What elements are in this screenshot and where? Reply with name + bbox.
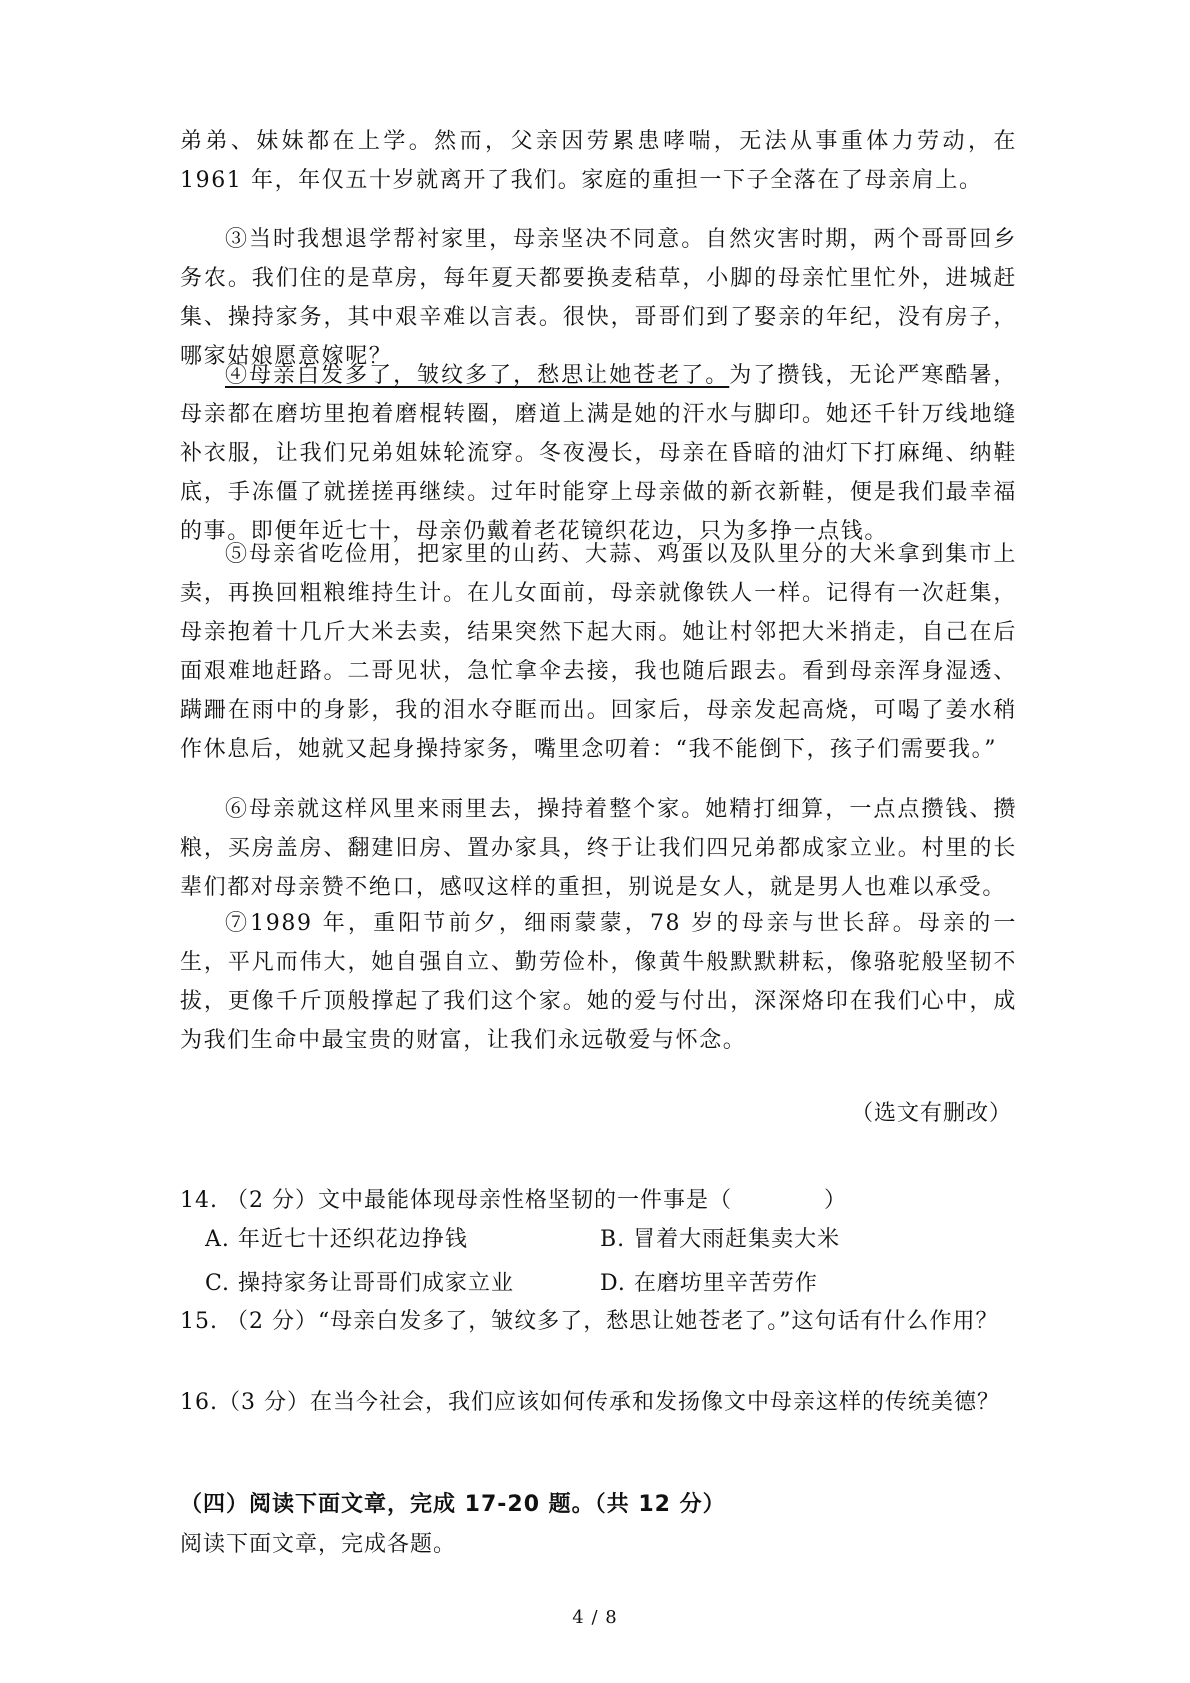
paragraph-7: ⑦1989 年，重阳节前夕，细雨蒙蒙，78 岁的母亲与世长辞。母亲的一生，平凡而伟大，她自强自立、勤劳俭朴，像黄牛般默默耕耘，像骆驼般坚韧不拔，更像千斤顶般撑起了我们这个家。她的爱与付出，深深烙印在我们心中，成为我们生命中最宝贵的财富，让我们永远敬爱与怀念。: [180, 911, 1017, 1053]
question-14-option-a: A. 年近七十还织花边挣钱: [205, 1227, 468, 1252]
question-14-option-b: B. 冒着大雨赶集卖大米: [600, 1227, 841, 1252]
question-16: 16.（3 分）在当今社会，我们应该如何传承和发扬像文中母亲这样的传统美德？: [180, 1390, 1000, 1415]
paragraph-4-rest: 为了攒钱，无论严寒酷暑，母亲都在磨坊里抱着磨棍转圈，磨道上满是她的汗水与脚印。她还千针万线地缝补衣服，让我们兄弟姐妹轮流穿。冬夜漫长，母亲在昏暗的油灯下打麻绳、纳鞋底，手冻僵了就搓搓再继续。过年时能穿上母亲做的新衣新鞋，便是我们最幸福的事。即便年近七十，母亲仍戴着老花镜织花边，只为多挣一点钱。: [180, 363, 1017, 544]
page-number: 4 / 8: [572, 1607, 618, 1628]
underlined-sentence: ④母亲白发多了，皱纹多了，愁思让她苍老了。: [225, 363, 730, 388]
question-14-option-d: D. 在磨坊里辛苦劳作: [600, 1271, 818, 1296]
paragraph-3: ③当时我想退学帮衬家里，母亲坚决不同意。自然灾害时期，两个哥哥回乡务农。我们住的是草房，每年夏天都要换麦秸草，小脚的母亲忙里忙外，进城赶集、操持家务，其中艰辛难以言表。很快，哥哥们到了娶亲的年纪，没有房子，哪家姑娘愿意嫁呢？: [180, 227, 1017, 369]
source-note: （选文有删改）: [850, 1101, 1012, 1126]
question-15: 15. （2 分）“母亲白发多了，皱纹多了，愁思让她苍老了。”这句话有什么作用？: [180, 1309, 999, 1334]
paragraph-4: [180, 356, 1017, 551]
paragraph-6: ⑥母亲就这样风里来雨里去，操持着整个家。她精打细算，一点点攒钱、攒粮，买房盖房、翻建旧房、置办家具，终于让我们四兄弟都成家立业。村里的长辈们都对母亲赞不绝口，感叹这样的重担，别说是女人，就是男人也难以承受。: [180, 797, 1017, 900]
paragraph-5: ⑤母亲省吃俭用，把家里的山药、大蒜、鸡蛋以及队里分的大米拿到集市上卖，再换回粗粮维持生计。在儿女面前，母亲就像铁人一样。记得有一次赶集，母亲抱着十几斤大米去卖，结果突然下起大雨。她让村邻把大米捎走，自己在后面艰难地赶路。二哥见状，急忙拿伞去接，我也随后跟去。看到母亲浑身湿透、蹒跚在雨中的身影，我的泪水夺眶而出。回家后，母亲发起高烧，可喝了姜水稍作休息后，她就又起身操持家务，嘴里念叨着：“我不能倒下，孩子们需要我。”: [180, 542, 1017, 762]
paragraph-2-continued: 弟弟、妹妹都在上学。然而，父亲因劳累患哮喘，无法从事重体力劳动，在 1961 年，年仅五十岁就离开了我们。家庭的重担一下子全落在了母亲肩上。: [180, 129, 1017, 193]
question-14-option-c: C. 操持家务让哥哥们成家立业: [205, 1271, 515, 1296]
question-14: 14. （2 分）文中最能体现母亲性格坚韧的一件事是（ ）: [180, 1188, 847, 1213]
section-4-title: （四）阅读下面文章，完成 17-20 题。（共 12 分）: [180, 1492, 726, 1517]
section-4-instruction: 阅读下面文章，完成各题。: [180, 1532, 457, 1557]
